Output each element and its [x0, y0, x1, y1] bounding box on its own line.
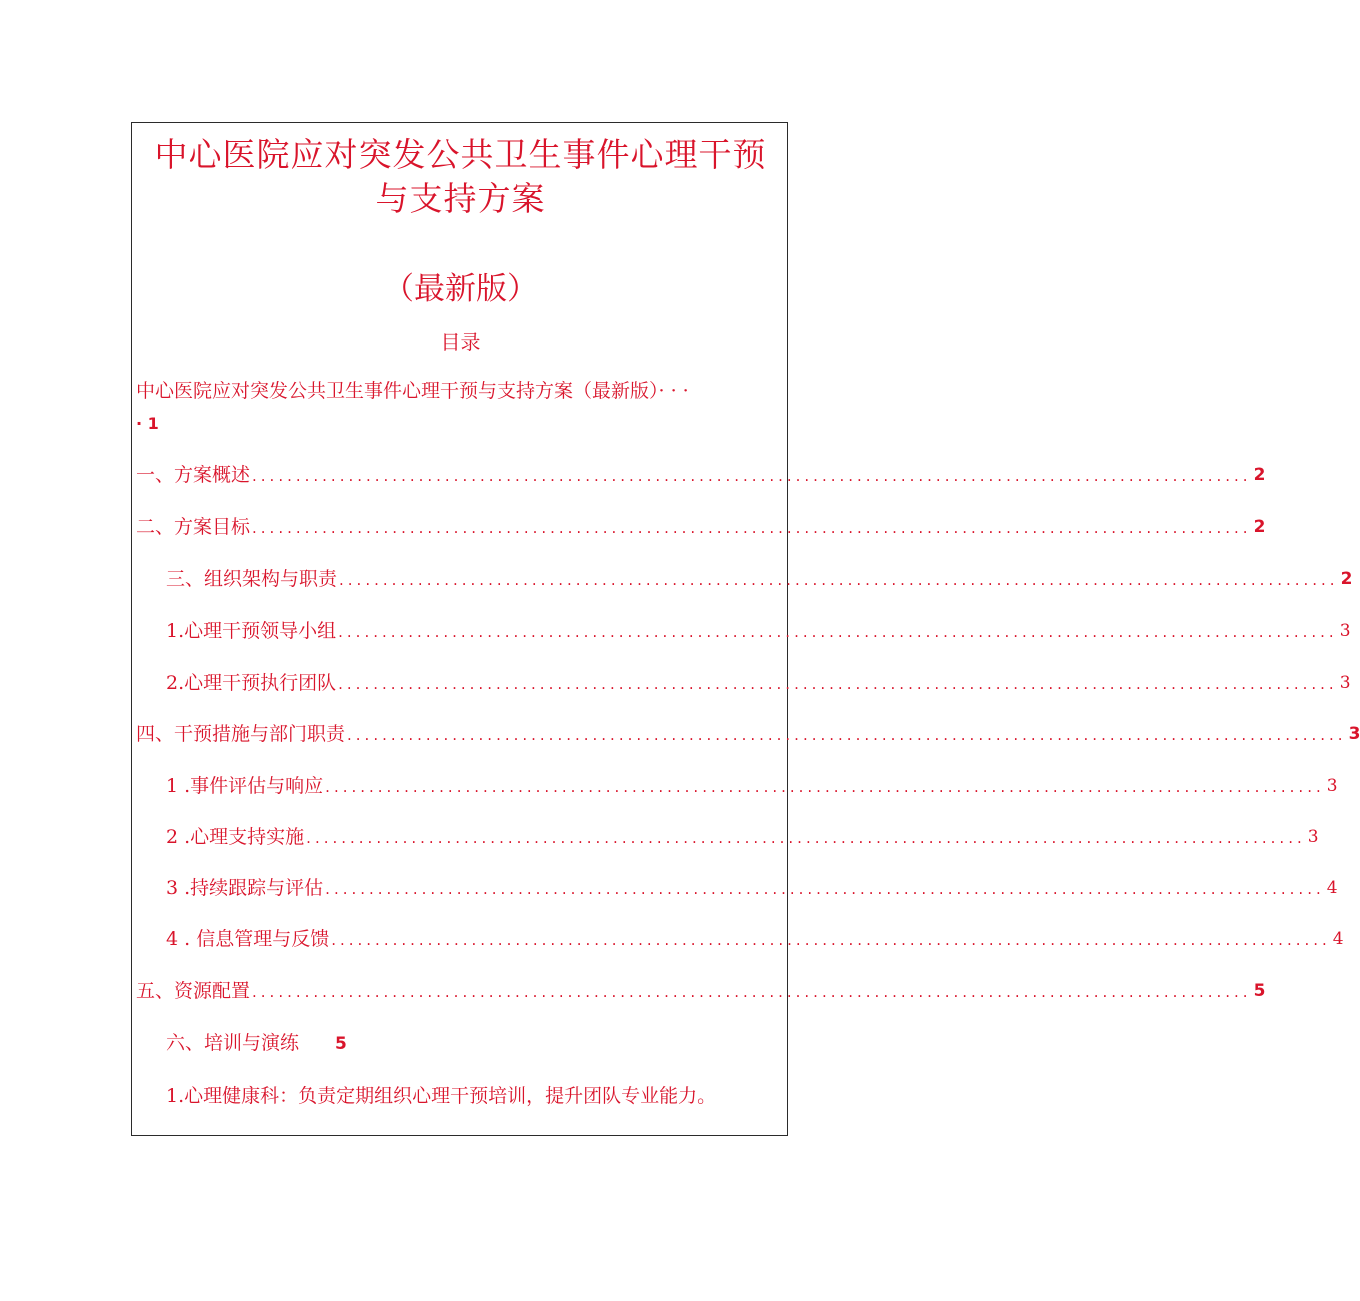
toc-entry-title-page: · 1 [136, 414, 159, 433]
toc-entry[interactable] [166, 565, 1353, 593]
toc-entry[interactable] [166, 669, 1351, 697]
toc-entry-label: 2.心理干预执行团队 [166, 672, 337, 694]
toc-entry-label: 六、培训与演练 [166, 1032, 300, 1054]
toc-entry-page: 3 [1307, 827, 1319, 847]
document-edition: （最新版） [383, 271, 538, 307]
toc-entry-page: 3 [1348, 724, 1360, 744]
toc-entry-page: 2 [1253, 465, 1266, 485]
toc-entry-label: 1.心理干预领导小组 [166, 620, 337, 642]
toc-entry-label: 三、组织架构与职责 [166, 568, 338, 590]
toc-entry-label: 二、方案目标 [136, 516, 251, 538]
toc-entry[interactable] [166, 1029, 347, 1058]
toc-dot-leader: .................................................................................................................. [252, 467, 1252, 485]
toc-entry[interactable] [136, 461, 1266, 489]
toc-entry-label: 一、方案概述 [136, 464, 251, 486]
toc-entry[interactable] [166, 823, 1319, 851]
toc-entry-label: 4 . 信息管理与反馈 [166, 928, 330, 950]
toc-entry-page: 3 [1326, 776, 1338, 796]
toc-entry-page: 3 [1339, 621, 1351, 641]
toc-heading: 目录 [440, 330, 481, 354]
toc-dot-leader: .................................................................................................................. [339, 571, 1339, 589]
toc-entry[interactable] [166, 617, 1351, 645]
toc-entry-label: 1 .事件评估与响应 [166, 775, 324, 797]
toc-entry[interactable] [136, 977, 1266, 1005]
toc-entry-page: 2 [1340, 569, 1353, 589]
toc-dot-leader: .................................................................................................................. [331, 931, 1331, 949]
toc-entry[interactable] [166, 772, 1338, 800]
toc-entry[interactable] [166, 874, 1338, 902]
document-frame [131, 122, 1360, 1136]
toc-dot-leader: .................................................................................................................. [325, 880, 1325, 898]
toc-dot-leader: .................................................................................................................. [252, 519, 1252, 537]
toc-dot-leader: .................................................................................................................. [347, 726, 1347, 744]
toc-dot-leader: .................................................................................................................. [252, 983, 1252, 1001]
toc-entry-label: 五、资源配置 [136, 980, 251, 1002]
toc-entry[interactable] [166, 925, 1344, 953]
toc-dot-leader: .................................................................................................................. [338, 623, 1338, 641]
toc-entry-page: 3 [1339, 673, 1351, 693]
toc-entry-page: 5 [1253, 981, 1266, 1001]
toc-entry[interactable] [136, 513, 1266, 541]
toc-entry-label: 3 .持续跟踪与评估 [166, 877, 324, 899]
toc-entry-page: 2 [1253, 517, 1266, 537]
toc-entry-label: 四、干预措施与部门职责 [136, 723, 346, 745]
body-paragraph: 1.心理健康科：负责定期组织心理干预培训，提升团队专业能力。 [166, 1085, 717, 1107]
toc-dot-leader: .................................................................................................................. [338, 675, 1338, 693]
toc-entry[interactable] [136, 720, 1360, 748]
toc-entry-title[interactable]: 中心医院应对突发公共卫生事件心理干预与支持方案（最新版）· · · [136, 380, 689, 402]
toc-dot-leader: .................................................................................................................. [325, 778, 1325, 796]
toc-entry-page: 4 [1326, 878, 1338, 898]
toc-entry-page: 5 [335, 1034, 347, 1054]
toc-entry-label: 2 .心理支持实施 [166, 826, 305, 848]
document-title: 中心医院应对突发公共卫生事件心理干预 与支持方案 [154, 135, 767, 218]
toc-dot-leader: .................................................................................................................. [306, 829, 1306, 847]
toc-entry-page: 4 [1332, 929, 1344, 949]
